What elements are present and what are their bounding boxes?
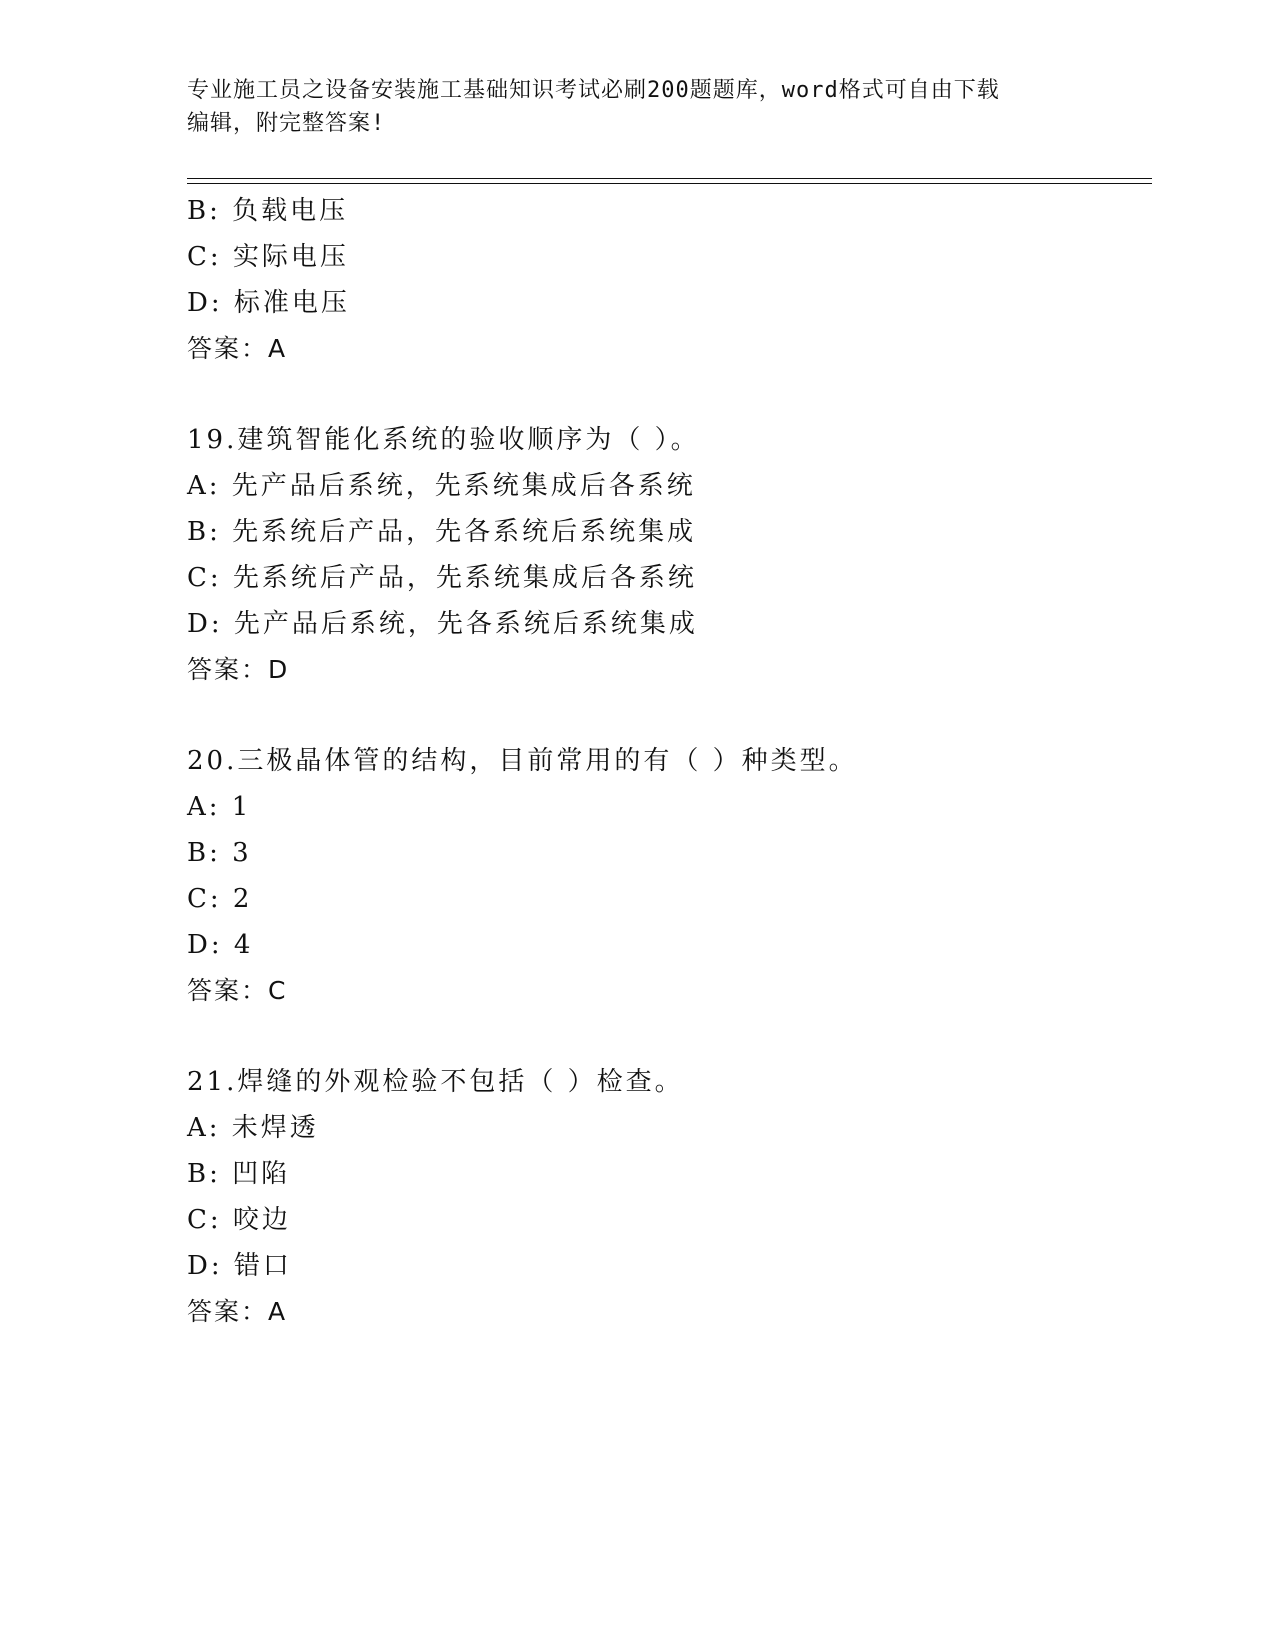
option-b: B: 先系统后产品，先各系统后系统集成 xyxy=(187,517,697,547)
option-d: D: 标准电压 xyxy=(187,288,350,318)
option-c: C: 先系统后产品，先系统集成后各系统 xyxy=(187,563,697,593)
question-20 xyxy=(187,738,1152,1014)
option-d: D: 错口 xyxy=(187,1251,292,1281)
question-list xyxy=(187,188,1152,1335)
option-c: C: 咬边 xyxy=(187,1205,291,1235)
question-21 xyxy=(187,1059,1152,1335)
header-line-1: 专业施工员之设备安装施工基础知识考试必刷200题题库，word格式可自由下载 xyxy=(187,78,1000,103)
option-d: D: 先产品后系统，先各系统后系统集成 xyxy=(187,609,698,639)
option-c: C: 实际电压 xyxy=(187,242,349,272)
option-a: A: 先产品后系统，先系统集成后各系统 xyxy=(187,471,696,501)
answer: 答案：A xyxy=(187,334,288,363)
answer: 答案：D xyxy=(187,655,290,684)
header-line-2: 编辑，附完整答案! xyxy=(187,111,386,136)
option-c: C: 2 xyxy=(187,884,253,914)
header-divider-bottom xyxy=(187,183,1152,184)
option-b: B: 3 xyxy=(187,838,252,868)
option-a: A: 未焊透 xyxy=(187,1113,319,1143)
answer: 答案：A xyxy=(187,1297,288,1326)
option-b: B: 凹陷 xyxy=(187,1159,291,1189)
question-stem: 19.建筑智能化系统的验收顺序为（ ）。 xyxy=(187,425,700,455)
option-a: A: 1 xyxy=(187,792,252,822)
answer: 答案：C xyxy=(187,976,288,1005)
partial-question xyxy=(187,188,1152,372)
question-19 xyxy=(187,417,1152,693)
question-stem: 20.三极晶体管的结构，目前常用的有（ ）种类型。 xyxy=(187,746,858,776)
page-header xyxy=(187,74,1067,140)
header-divider-top xyxy=(187,178,1152,179)
question-stem: 21.焊缝的外观检验不包括（ ）检查。 xyxy=(187,1067,684,1097)
option-b: B: 负载电压 xyxy=(187,196,349,226)
option-d: D: 4 xyxy=(187,930,254,960)
